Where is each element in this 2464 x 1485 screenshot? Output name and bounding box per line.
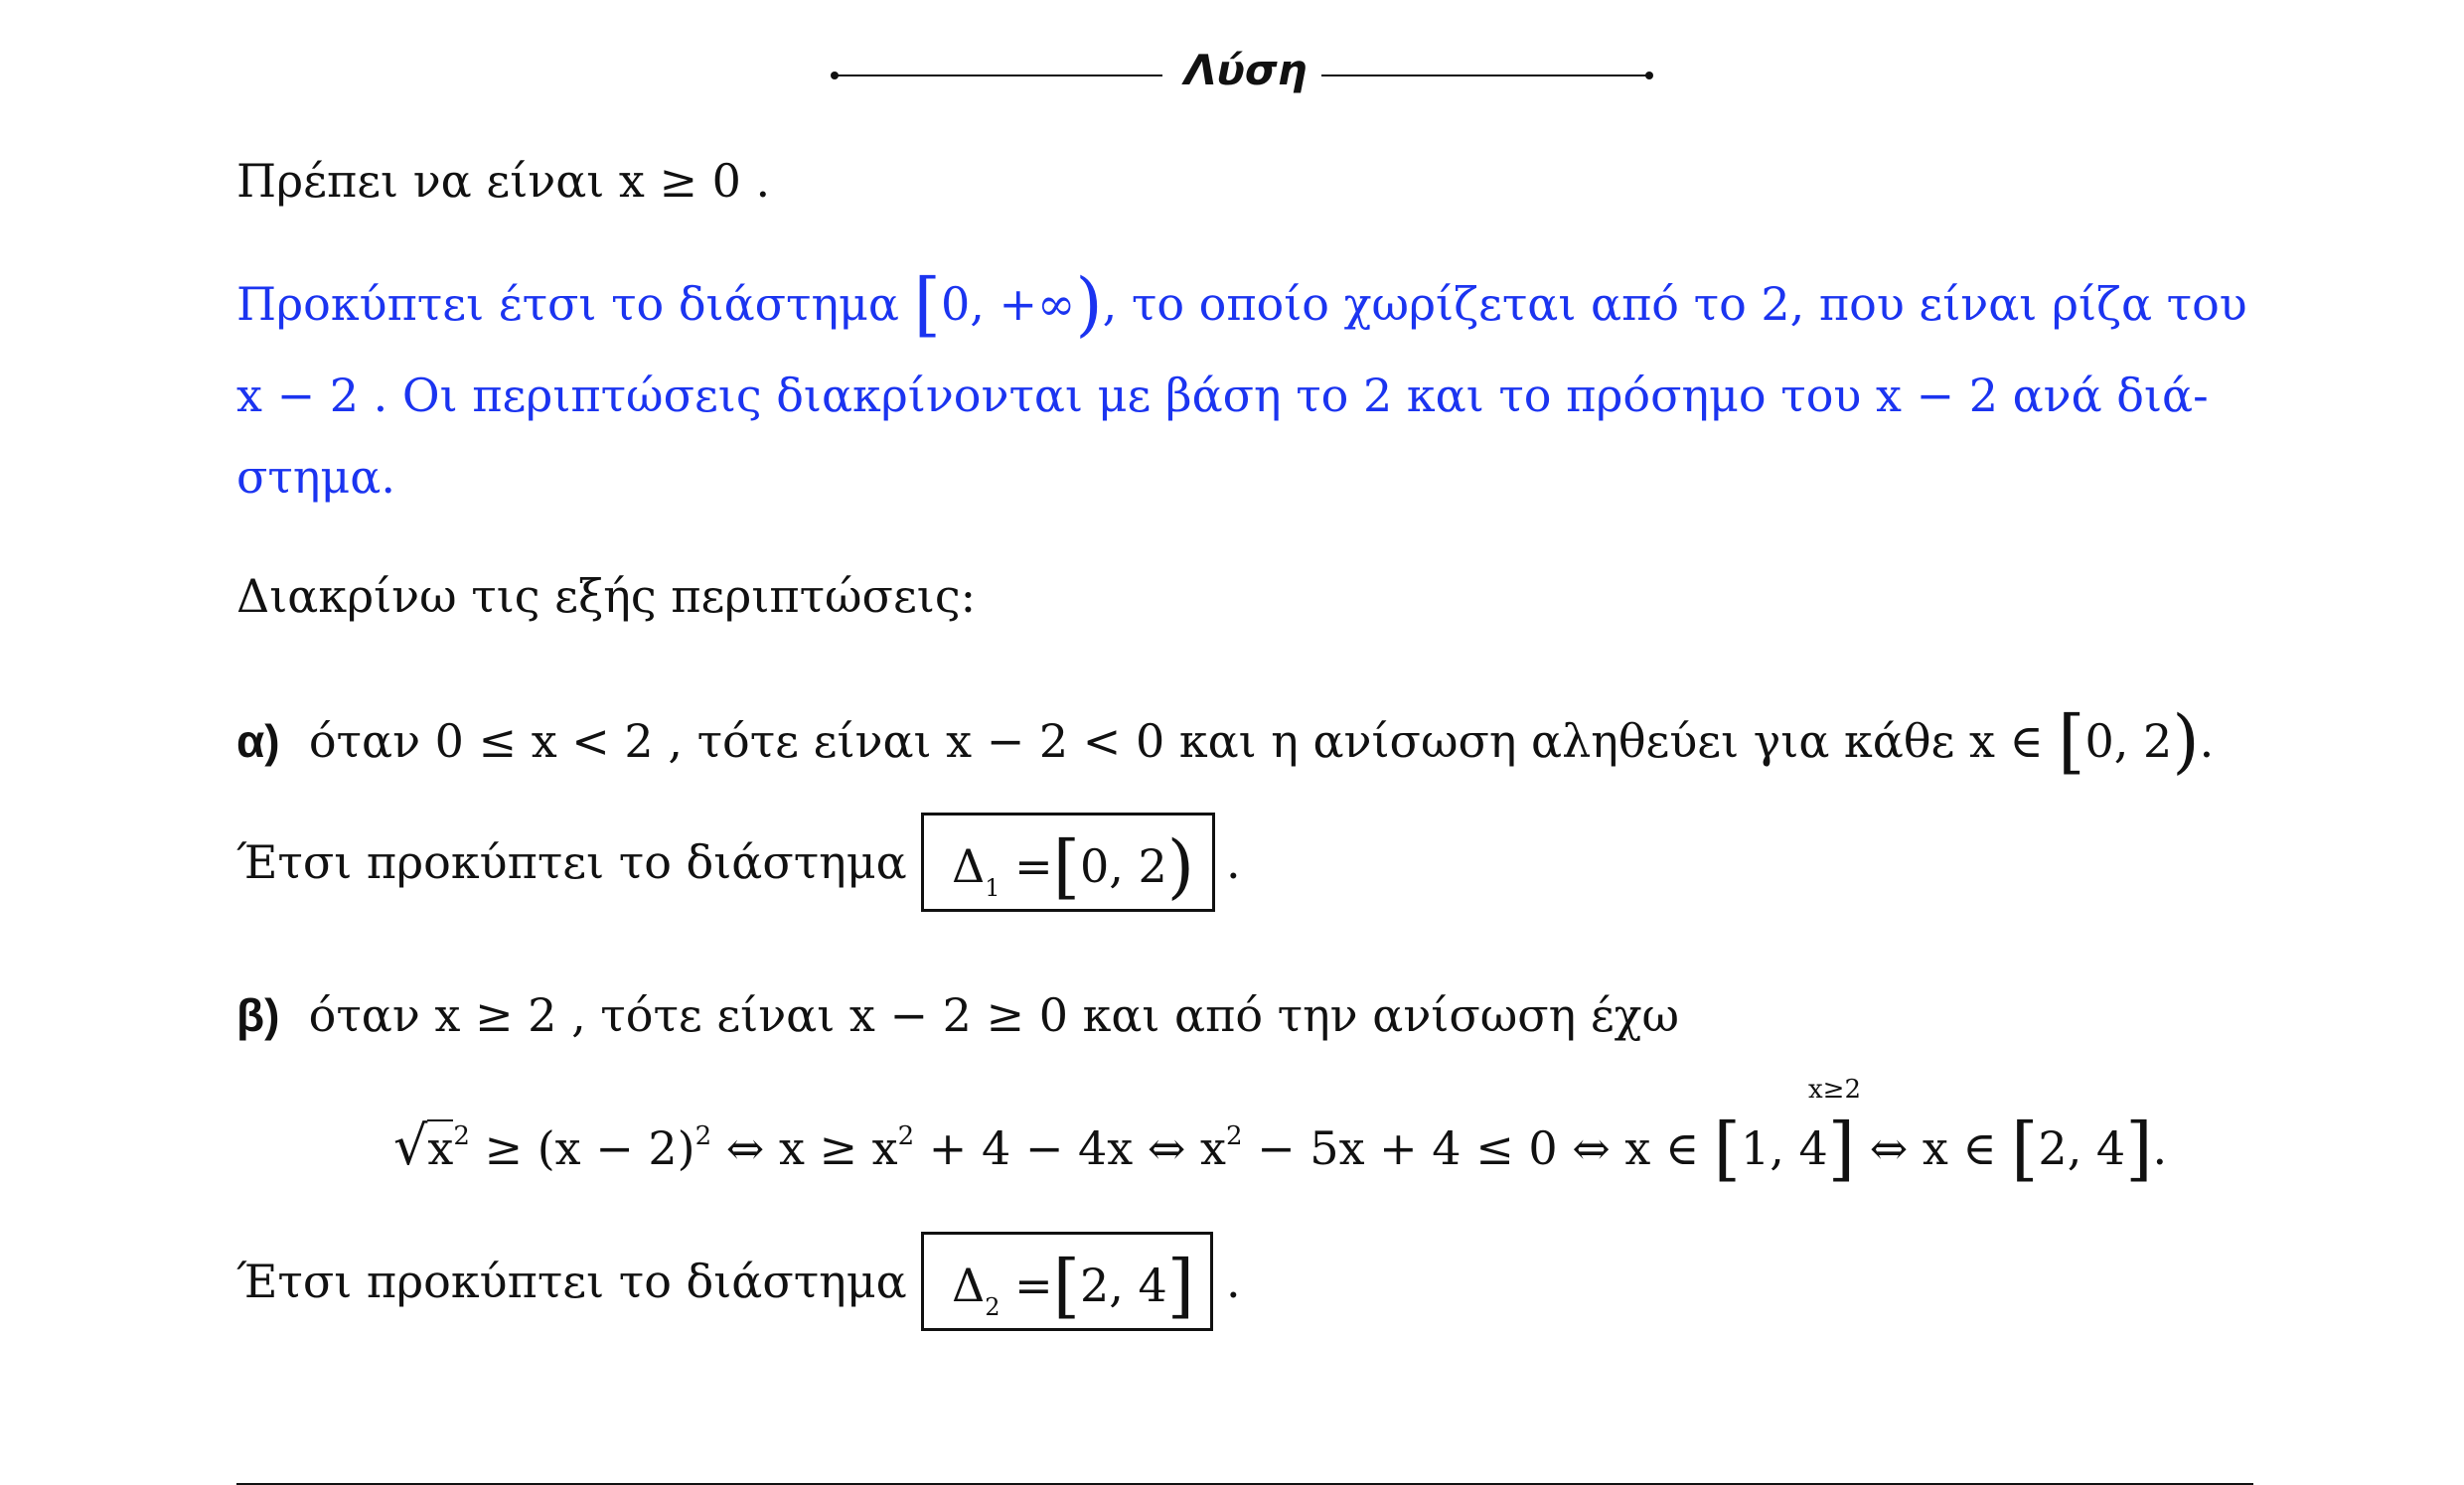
interval-paragraph-line3: στημα. — [236, 450, 395, 504]
sqrt-exponent: 2 — [453, 1121, 470, 1151]
equals-sign: = — [1014, 839, 1053, 893]
bracket-close: ] — [1166, 1245, 1195, 1326]
eq-sup4: 2 — [1225, 1121, 1243, 1151]
bracket-open: [ — [2011, 1108, 2039, 1189]
cases-intro: Διακρίνω τις εξής περιπτώσεις: — [236, 569, 977, 623]
case-b-label: β) — [236, 989, 280, 1041]
paren-close: ) — [2172, 700, 2200, 782]
bracket-open: [ — [1052, 825, 1080, 907]
eq-part5: x ∈ — [1922, 1121, 1997, 1175]
title-right-rule — [1321, 74, 1649, 76]
bracket-open: [ — [2058, 700, 2085, 782]
case-b-result-formula — [952, 1245, 1195, 1326]
eq-part2: ⇔ x ≥ x — [725, 1121, 898, 1175]
delta-symbol: Δ — [952, 839, 986, 893]
title-left-rule — [835, 74, 1162, 76]
interval-paragraph-line2: x − 2 . Οι περιπτώσεις διακρίνονται με βάση το 2 και το πρόσημο του x − 2 ανά διά- — [236, 369, 2209, 422]
eq-sup3: 2 — [897, 1121, 915, 1151]
bracket-open: [ — [1052, 1245, 1080, 1326]
eq-interval2: 2, 4 — [2038, 1121, 2126, 1175]
interval-domain: 0, +∞ — [940, 277, 1076, 331]
case-a-text: όταν 0 ≤ x < 2 , τότε είναι x − 2 < 0 και η ανίσωση αληθεύει για κάθε x ∈ — [308, 714, 2044, 768]
case-b-line — [236, 987, 1679, 1043]
sqrt-symbol: √ — [393, 1114, 428, 1177]
delta-subscript: 1 — [985, 874, 1001, 902]
condition-paragraph: Πρέπει να είναι x ≥ 0 . — [236, 154, 771, 208]
interval-paragraph-line1 — [236, 263, 2247, 345]
case-b-result-interval: 2, 4 — [1080, 1259, 1167, 1312]
case-b-result-prefix: Έτσι προκύπτει το διάστημα — [236, 1255, 907, 1308]
bracket-close: ] — [1827, 1108, 1856, 1189]
case-a-line — [236, 700, 2215, 782]
equals-sign: = — [1014, 1259, 1053, 1312]
paren-close: ) — [1166, 825, 1195, 907]
eq-part3: + 4 − 4x ⇔ x — [928, 1121, 1226, 1175]
case-b-result-end: . — [1226, 1255, 1241, 1308]
delta-subscript: 2 — [985, 1293, 1001, 1321]
bracket-open: [ — [1713, 1108, 1741, 1189]
eq-arrow: ⇔ — [1869, 1121, 1909, 1175]
case-a-interval: 0, 2 — [2084, 714, 2173, 768]
case-a-result-end: . — [1226, 835, 1241, 889]
title-right-dot — [1645, 72, 1653, 79]
delta-symbol: Δ — [952, 1259, 986, 1312]
eq-end: . — [2152, 1121, 2168, 1175]
eq-part4: − 5x + 4 ≤ 0 ⇔ x ∈ — [1257, 1121, 1700, 1175]
eq-part1: ≥ (x − 2) — [484, 1121, 695, 1175]
case-b-text: όταν x ≥ 2 , τότε είναι x − 2 ≥ 0 και από την ανίσωση έχω — [308, 988, 1680, 1042]
case-b-equation — [393, 1108, 2168, 1189]
bracket-close: ] — [2125, 1108, 2153, 1189]
eq-sup2: 2 — [694, 1121, 712, 1151]
bracket-open: [ — [913, 263, 941, 345]
case-a-result-interval: 0, 2 — [1080, 839, 1167, 893]
page-title: Λύση — [1184, 46, 1308, 94]
case-a-result-formula — [952, 825, 1195, 907]
interval-text-a: Προκύπτει έτσι το διάστημα — [236, 277, 899, 331]
interval-text-b: , το οποίο χωρίζεται από το 2, που είναι ρίζα του — [1102, 277, 2247, 331]
case-a-end: . — [2199, 714, 2215, 768]
case-a-result-prefix: Έτσι προκύπτει το διάστημα — [236, 835, 907, 889]
eq-interval1: 1, 4 — [1740, 1121, 1828, 1175]
paren-close: ) — [1075, 263, 1103, 345]
case-a-label: α) — [236, 715, 280, 767]
sqrt-radicand: x — [427, 1121, 454, 1175]
eq-arrow-condition: x≥2 — [1808, 1075, 1861, 1105]
